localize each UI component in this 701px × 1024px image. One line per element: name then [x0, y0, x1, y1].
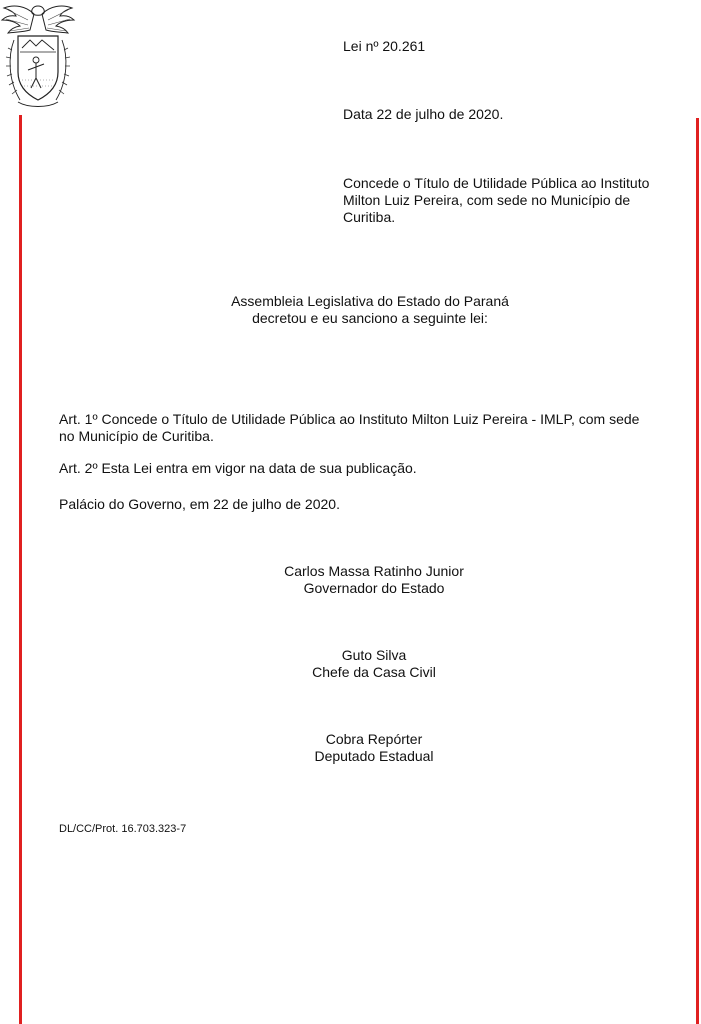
ementa-line: Milton Luiz Pereira, com sede no Município de: [343, 192, 631, 208]
preamble: [200, 293, 540, 327]
left-margin-line: [19, 115, 22, 1024]
signer-name: Carlos Massa Ratinho Junior: [284, 563, 464, 579]
signature-chief-of-staff: [224, 647, 524, 681]
coat-of-arms-icon: [0, 0, 76, 115]
preamble-line: Assembleia Legislativa do Estado do Paraná: [231, 293, 509, 309]
signature-deputy: [224, 731, 524, 765]
signer-name: Guto Silva: [341, 647, 407, 663]
right-margin-line: [696, 118, 699, 1024]
signer-name: Cobra Repórter: [325, 731, 423, 747]
law-number: Lei nº 20.261: [343, 38, 426, 54]
signer-title: Chefe da Casa Civil: [312, 664, 436, 680]
article-1: [59, 411, 679, 445]
signer-title: Governador do Estado: [303, 580, 445, 596]
signature-governor: [224, 563, 524, 597]
ementa-line: Concede o Título de Utilidade Pública ao Instituto: [343, 175, 650, 191]
article-1-line: Art. 1º Concede o Título de Utilidade Pública ao Instituto Milton Luiz Pereira - IMLP, com sede: [59, 411, 640, 427]
signer-title: Deputado Estadual: [314, 748, 434, 764]
ementa: [343, 175, 666, 226]
preamble-line: decretou e eu sanciono a seguinte lei:: [252, 310, 488, 326]
ementa-line: Curitiba.: [343, 209, 396, 225]
closing-place-date: Palácio do Governo, em 22 de julho de 2020.: [59, 496, 340, 512]
law-date: Data 22 de julho de 2020.: [343, 106, 504, 122]
article-2: Art. 2º Esta Lei entra em vigor na data de sua publicação.: [59, 460, 417, 476]
article-1-line: no Município de Curitiba.: [59, 428, 214, 444]
protocol-number: DL/CC/Prot. 16.703.323-7: [59, 823, 187, 835]
